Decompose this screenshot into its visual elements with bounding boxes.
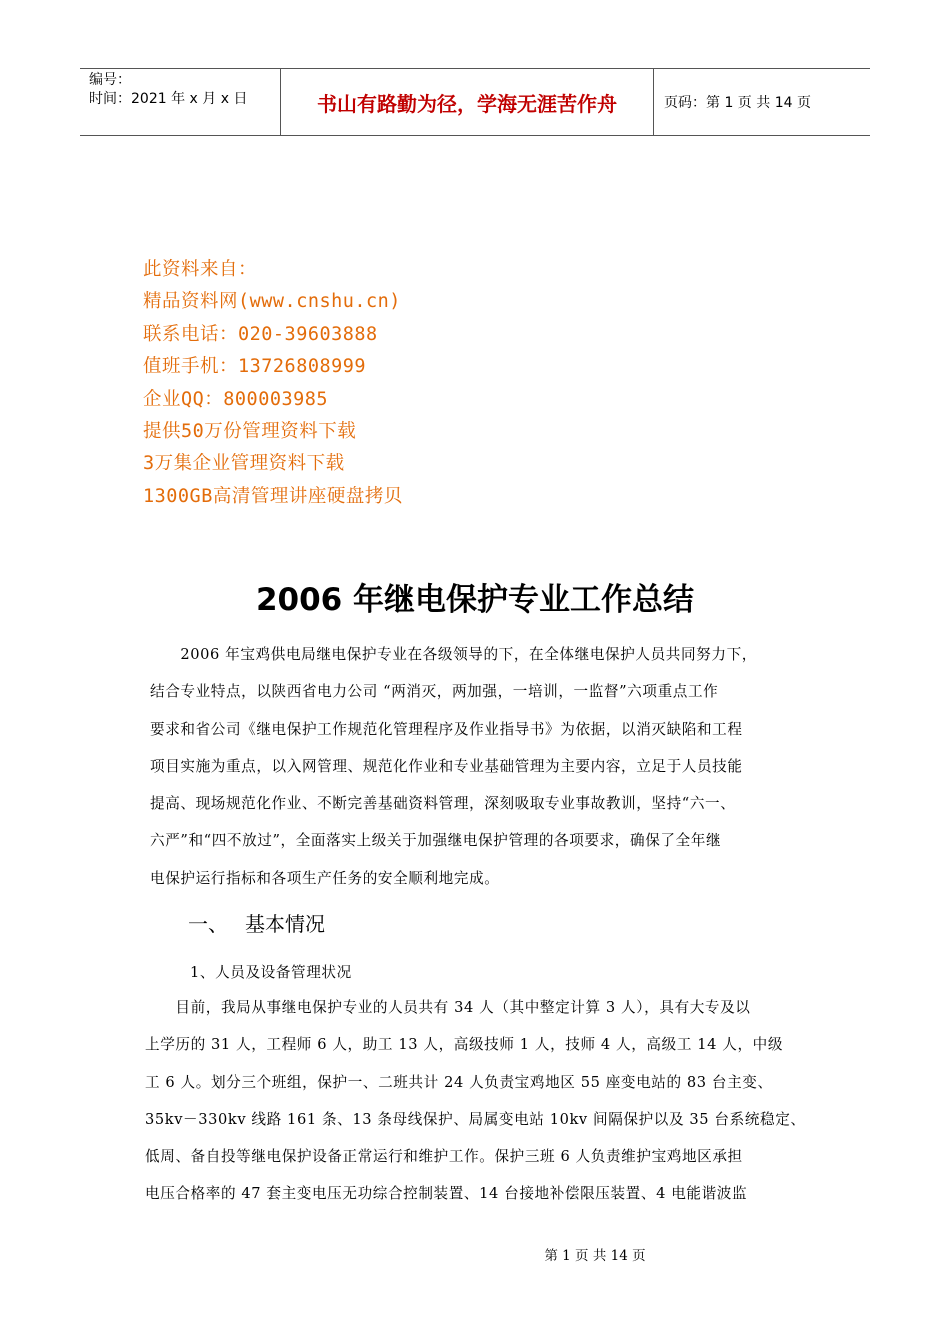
paragraph-line: 低周、备自投等继电保护设备正常运行和维护工作。保护三班 6 人负责维护宝鸡地区承担 bbox=[145, 1148, 743, 1166]
paragraph-line: 35kv－330kv 线路 161 条、13 条母线保护、局属变电站 10kv 间隔保护以及 35 台系统稳定、 bbox=[145, 1110, 806, 1128]
paragraph-line: 要求和省公司《继电保护工作规范化管理程序及作业指导书》为依据，以消灭缺陷和工程 bbox=[150, 720, 743, 738]
source-line: 3万集企业管理资料下载 bbox=[143, 453, 345, 475]
header-motto: 书山有路勤为径，学海无涯苦作舟 bbox=[281, 69, 654, 135]
source-line: 值班手机：13726808999 bbox=[143, 356, 367, 378]
document-time: 时间：2021 年 x 月 x 日 bbox=[89, 91, 248, 107]
paragraph-line: 目前，我局从事继电保护专业的人员共有 34 人（其中整定计算 3 人），具有大专及以 bbox=[145, 999, 751, 1016]
section-title: 基本情况 bbox=[245, 912, 325, 936]
source-line: 联系电话：020-39603888 bbox=[143, 323, 378, 345]
paragraph-line: 六严”和“四不放过”，全面落实上级关于加强继电保护管理的各项要求，确保了全年继 bbox=[150, 832, 722, 850]
document-number-label: 编号： bbox=[89, 72, 131, 88]
paragraph-line: 提高、现场规范化作业、不断完善基础资料管理，深刻吸取专业事故教训，坚持“六一、 bbox=[150, 795, 736, 813]
page-header bbox=[80, 68, 870, 136]
paragraph-line: 项目实施为重点，以入网管理、规范化作业和专业基础管理为主要内容，立足于人员技能 bbox=[150, 757, 743, 775]
source-line: 1300GB高清管理讲座硬盘拷贝 bbox=[143, 485, 403, 507]
source-line: 精品资料网(www.cnshu.cn) bbox=[143, 291, 401, 313]
source-line: 企业QQ：800003985 bbox=[143, 388, 329, 410]
intro-paragraph bbox=[150, 636, 757, 897]
document-title: 2006 年继电保护专业工作总结 bbox=[255, 582, 695, 618]
paragraph-line: 结合专业特点，以陕西省电力公司 “两消灭，两加强，一培训，一监督”六项重点工作 bbox=[150, 683, 719, 701]
body-paragraph bbox=[145, 989, 806, 1213]
source-line: 此资料来自： bbox=[143, 259, 258, 280]
header-meta bbox=[80, 69, 281, 135]
paragraph-line: 2006 年宝鸡供电局继电保护专业在各级领导的下，在全体继电保护人员共同努力下， bbox=[150, 646, 757, 663]
paragraph-line: 上学历的 31 人，工程师 6 人，助工 13 人，高级技师 1 人，技师 4 人，高级工 14 人，中级 bbox=[145, 1036, 784, 1054]
section-heading bbox=[188, 908, 325, 937]
source-info-block bbox=[143, 254, 403, 513]
header-page-number: 页码：第 1 页 共 14 页 bbox=[664, 95, 811, 111]
paragraph-line: 电保护运行指标和各项生产任务的安全顺利地完成。 bbox=[150, 869, 500, 887]
paragraph-line: 工 6 人。划分三个班组，保护一、二班共计 24 人负责宝鸡地区 55 座变电站的 83 台主变、 bbox=[145, 1073, 773, 1091]
section-number: 一、 bbox=[188, 912, 228, 936]
paragraph-line: 电压合格率的 47 套主变电压无功综合控制装置、14 台接地补偿限压装置、4 电能谐波监 bbox=[145, 1185, 748, 1203]
source-line: 提供50万份管理资料下载 bbox=[143, 421, 357, 443]
subsection-heading: 1、人员及设备管理状况 bbox=[190, 964, 352, 981]
page-footer: 第 1 页 共 14 页 bbox=[544, 1248, 646, 1264]
